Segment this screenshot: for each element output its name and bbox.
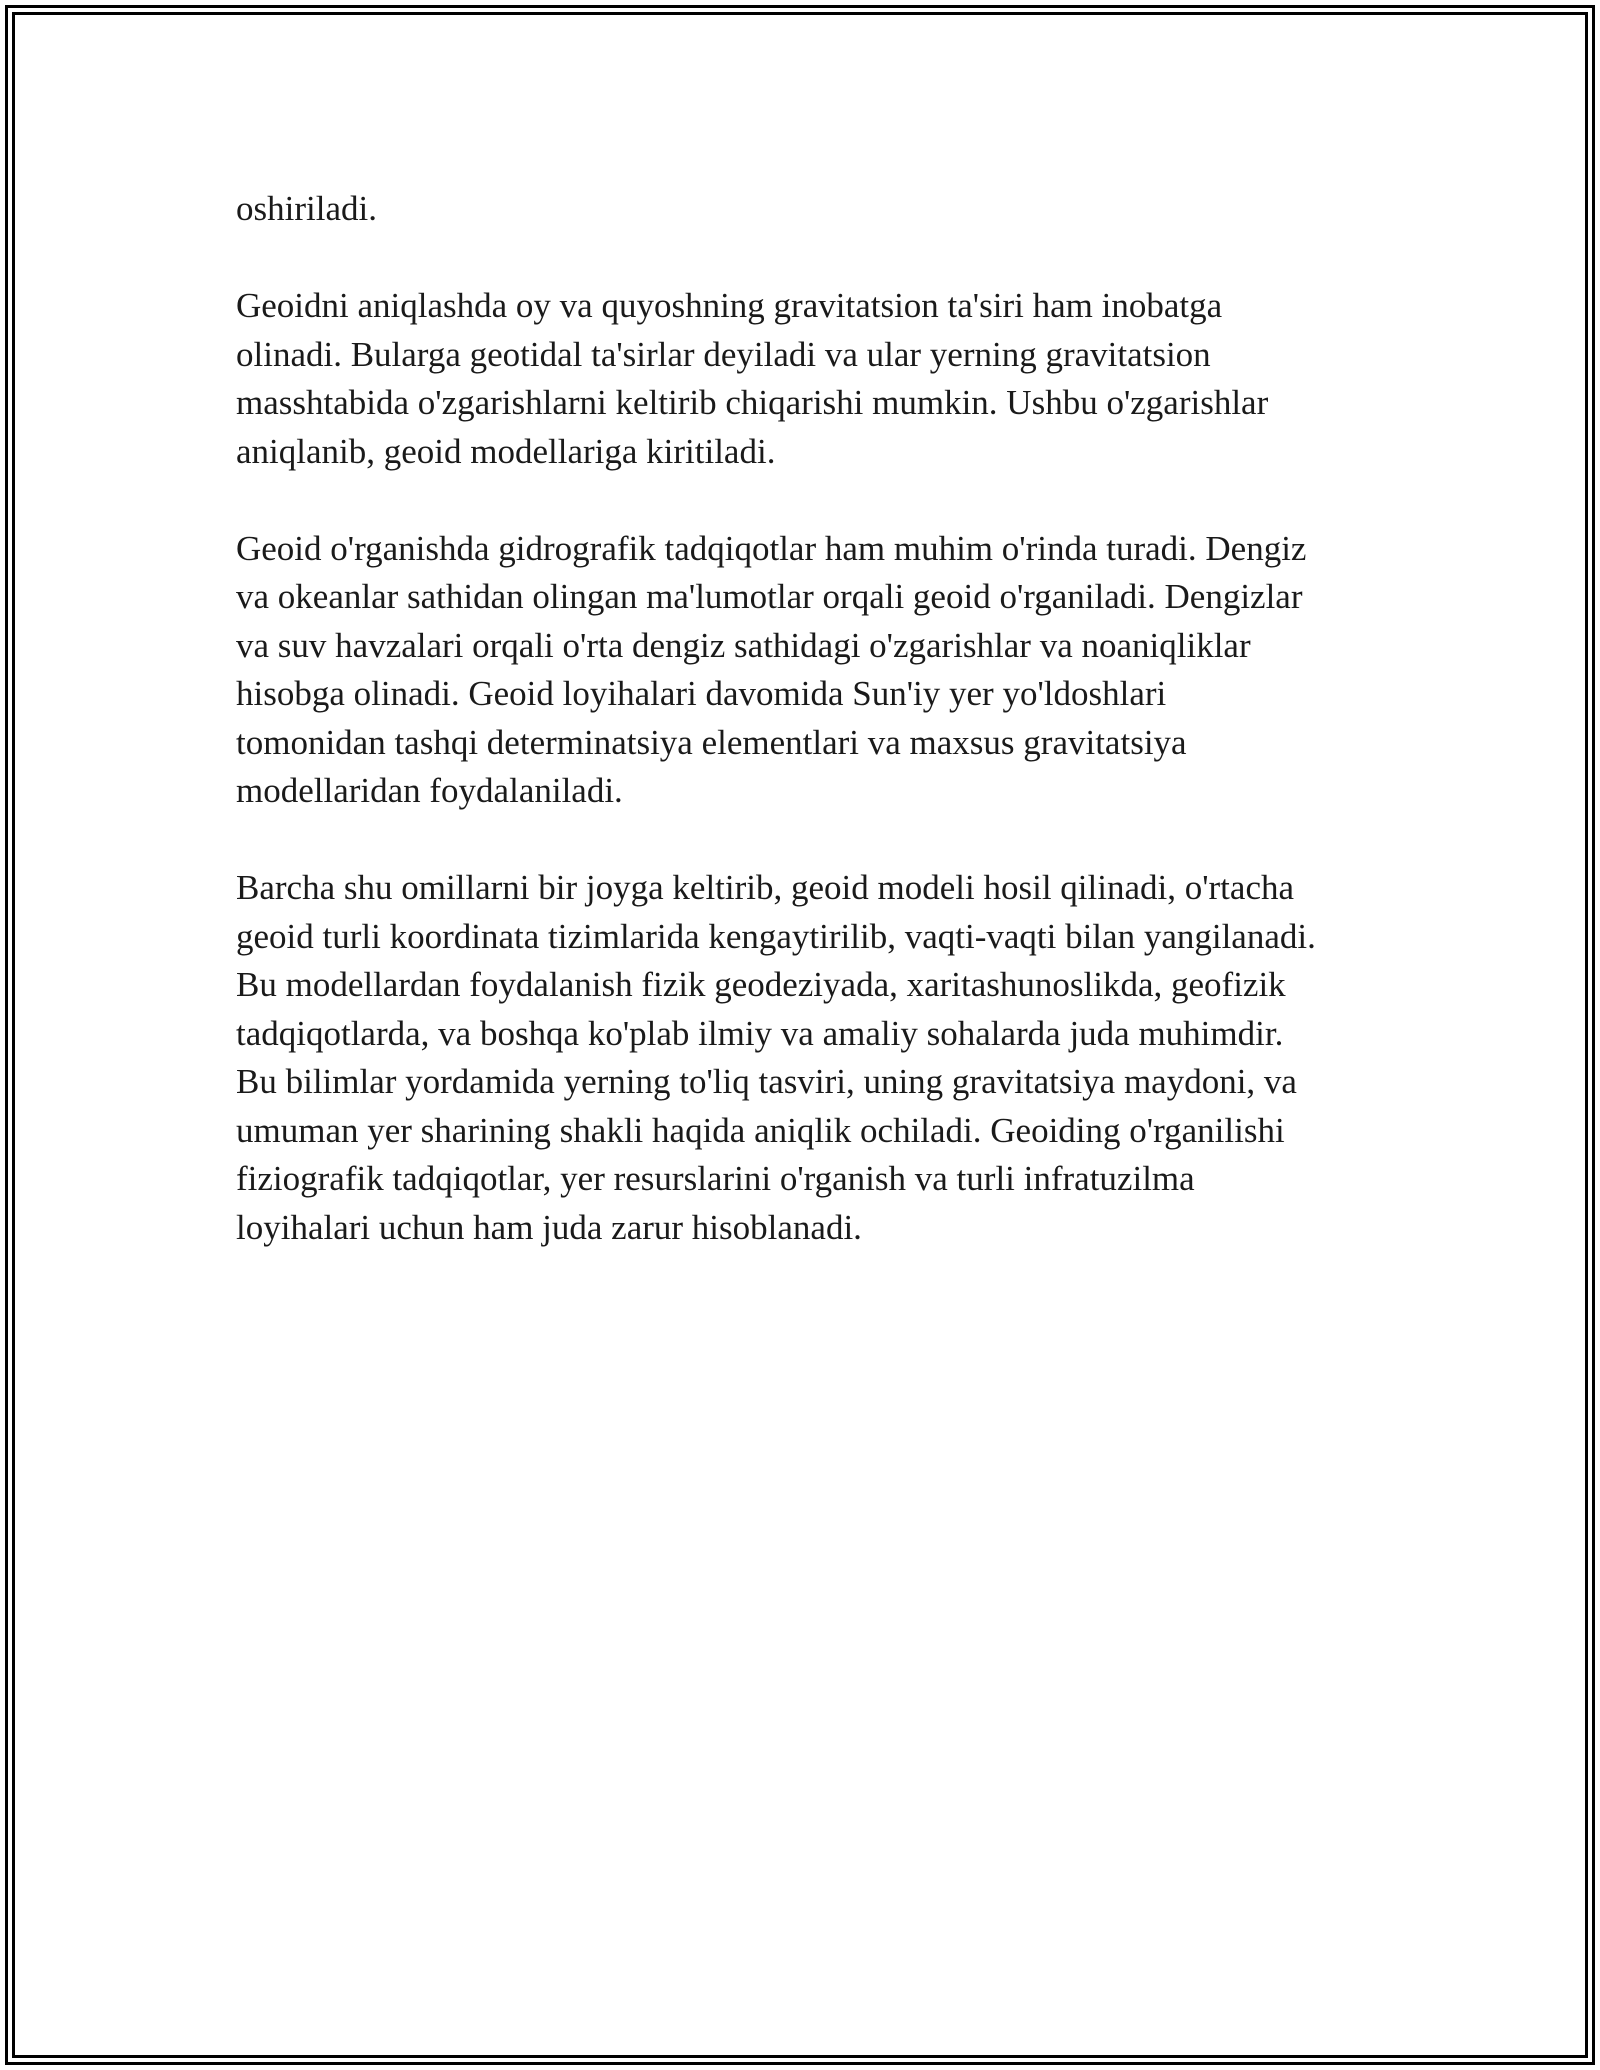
text-line: Geoid o'rganishda gidrografik tadqiqotlar ham muhim o'rinda turadi. Dengiz (236, 528, 1307, 568)
text-line: va suv havzalari orqali o'rta dengiz sathidagi o'zgarishlar va noaniqliklar (236, 625, 1251, 665)
paragraph-4 (236, 864, 1396, 1252)
text-line: olinadi. Bularga geotidal ta'sirlar deyiladi va ular yerning gravitatsion (236, 334, 1211, 374)
text-line: Geoidni aniqlashda oy va quyoshning gravitatsion ta'siri ham inobatga (236, 286, 1223, 325)
document-body (236, 185, 1396, 1301)
text-line: Bu modellardan foydalanish fizik geodeziyada, xaritashunoslikda, geofizik (236, 965, 1286, 1004)
paragraph-2 (236, 282, 1396, 476)
text-line: loyihalari uchun ham juda zarur hisoblanadi. (236, 1207, 862, 1247)
text-line: tomonidan tashqi determinatsiya elementlari va maxsus gravitatsiya (236, 722, 1187, 762)
text-line: Barcha shu omillarni bir joyga keltirib, geoid modeli hosil qilinadi, o'rtacha (236, 868, 1295, 907)
text-line: fiziografik tadqiqotlar, yer resurslarini o'rganish va turli infratuzilma (236, 1159, 1195, 1198)
text-line: oshiriladi. (236, 189, 377, 228)
text-line: umuman yer sharining shakli haqida aniqlik ochiladi. Geoiding o'rganilishi (236, 1110, 1285, 1150)
text-line: aniqlanib, geoid modellariga kiritiladi. (236, 431, 776, 471)
text-line: Bu bilimlar yordamida yerning to'liq tasviri, uning gravitatsiya maydoni, va (236, 1062, 1297, 1101)
text-line: geoid turli koordinata tizimlarida kengaytirilib, vaqti-vaqti bilan yangilanadi. (236, 916, 1316, 956)
text-line: tadqiqotlarda, va boshqa ko'plab ilmiy va amaliy sohalarda juda muhimdir. (236, 1013, 1284, 1053)
text-line: hisobga olinadi. Geoid loyihalari davomida Sun'iy yer yo'ldoshlari (236, 674, 1167, 713)
paragraph-1 (236, 185, 1396, 234)
text-line: va okeanlar sathidan olingan ma'lumotlar orqali geoid o'rganiladi. Dengizlar (236, 577, 1303, 616)
text-line: masshtabida o'zgarishlarni keltirib chiqarishi mumkin. Ushbu o'zgarishlar (236, 383, 1269, 422)
text-line: modellaridan foydalaniladi. (236, 771, 623, 810)
paragraph-3 (236, 525, 1396, 816)
